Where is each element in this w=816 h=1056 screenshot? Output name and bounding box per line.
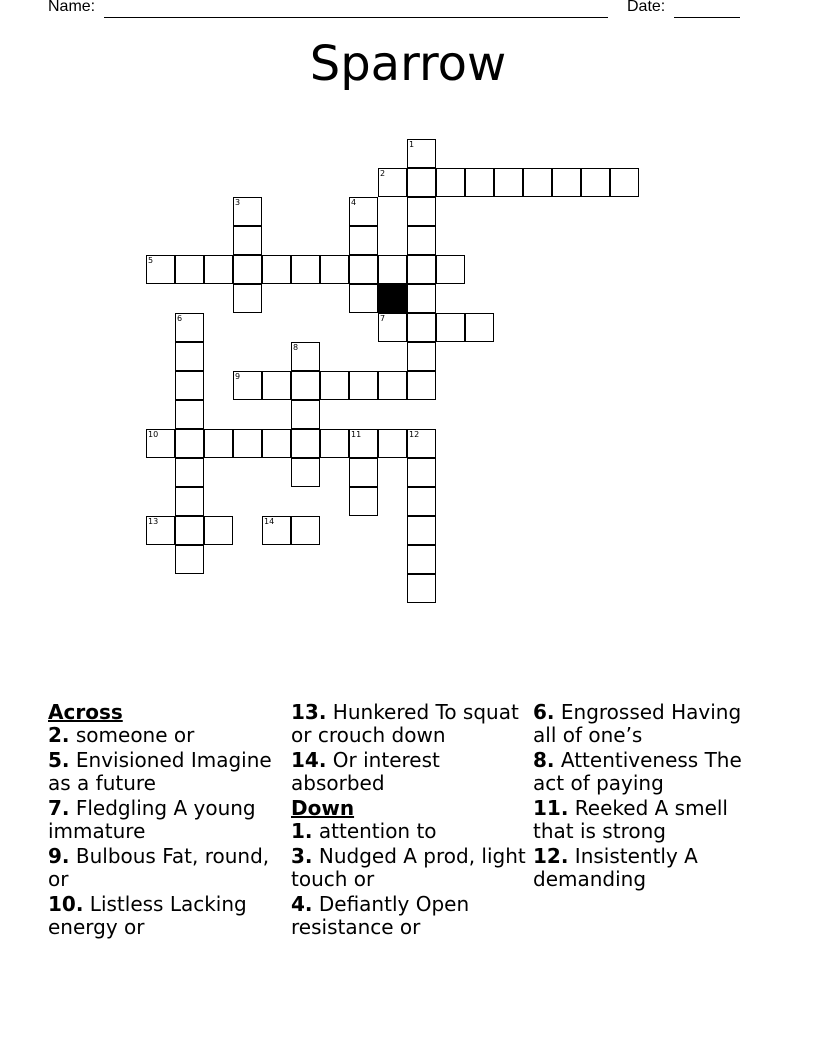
black-cell bbox=[378, 284, 407, 313]
clue-number: 5. bbox=[48, 748, 70, 772]
clue-text: Hunkered To squat or crouch down bbox=[291, 700, 519, 747]
grid-cell[interactable] bbox=[175, 516, 204, 545]
cell-number: 10 bbox=[148, 430, 159, 439]
grid-cell[interactable] bbox=[291, 458, 320, 487]
grid-cell[interactable] bbox=[436, 313, 465, 342]
down-clue bbox=[291, 820, 527, 843]
grid-cell[interactable] bbox=[146, 516, 175, 545]
clue-number: 8. bbox=[533, 748, 555, 772]
clue-number: 6. bbox=[533, 700, 555, 724]
grid-cell[interactable] bbox=[407, 487, 436, 516]
grid-cell[interactable] bbox=[320, 429, 349, 458]
page-title: Sparrow bbox=[309, 36, 507, 92]
grid-cell[interactable] bbox=[291, 400, 320, 429]
grid-cell[interactable] bbox=[175, 545, 204, 574]
down-clue bbox=[533, 749, 769, 795]
cell-number: 7 bbox=[380, 314, 386, 323]
cell-number: 1 bbox=[409, 140, 415, 149]
grid-cell[interactable] bbox=[581, 168, 610, 197]
grid-cell[interactable] bbox=[407, 429, 436, 458]
clue-column-3 bbox=[533, 701, 769, 893]
grid-cell[interactable] bbox=[407, 139, 436, 168]
clue-number: 10. bbox=[48, 892, 84, 916]
grid-cell[interactable] bbox=[378, 255, 407, 284]
grid-cell[interactable] bbox=[349, 429, 378, 458]
grid-cell[interactable] bbox=[175, 429, 204, 458]
grid-cell[interactable] bbox=[407, 342, 436, 371]
clue-text: attention to bbox=[318, 819, 437, 843]
grid-cell[interactable] bbox=[465, 313, 494, 342]
clue-number: 3. bbox=[291, 844, 313, 868]
clue-text: Or interest absorbed bbox=[291, 748, 440, 795]
clue-number: 2. bbox=[48, 723, 70, 747]
clue-text: Bulbous Fat, round, or bbox=[48, 844, 270, 891]
grid-cell[interactable] bbox=[146, 255, 175, 284]
clue-text: someone or bbox=[75, 723, 195, 747]
across-heading: Across bbox=[48, 700, 123, 724]
grid-cell[interactable] bbox=[378, 168, 407, 197]
grid-cell[interactable] bbox=[407, 574, 436, 603]
grid-cell[interactable] bbox=[204, 429, 233, 458]
clue-text: Attentiveness The act of paying bbox=[533, 748, 742, 795]
grid-cell[interactable] bbox=[233, 284, 262, 313]
grid-cell[interactable] bbox=[349, 226, 378, 255]
cell-number: 12 bbox=[409, 430, 420, 439]
grid-cell[interactable] bbox=[349, 197, 378, 226]
grid-cell[interactable] bbox=[378, 371, 407, 400]
cell-number: 11 bbox=[351, 430, 362, 439]
across-clue bbox=[48, 749, 284, 795]
grid-cell[interactable] bbox=[349, 458, 378, 487]
cell-number: 2 bbox=[380, 169, 386, 178]
grid-cell[interactable] bbox=[291, 516, 320, 545]
clue-number: 14. bbox=[291, 748, 327, 772]
across-clue bbox=[48, 893, 284, 939]
grid-cell[interactable] bbox=[436, 168, 465, 197]
across-clue bbox=[48, 845, 284, 891]
clue-text: Defiantly Open resistance or bbox=[291, 892, 470, 939]
clue-number: 4. bbox=[291, 892, 313, 916]
grid-cell[interactable] bbox=[291, 429, 320, 458]
grid-cell[interactable] bbox=[349, 487, 378, 516]
grid-cell[interactable] bbox=[233, 371, 262, 400]
clue-text: Listless Lacking energy or bbox=[48, 892, 247, 939]
cell-number: 4 bbox=[351, 198, 357, 207]
grid-cell[interactable] bbox=[523, 168, 552, 197]
grid-cell[interactable] bbox=[349, 371, 378, 400]
grid-cell[interactable] bbox=[378, 429, 407, 458]
grid-cell[interactable] bbox=[175, 487, 204, 516]
grid-cell[interactable] bbox=[349, 255, 378, 284]
clue-text: Fledgling A young immature bbox=[48, 796, 256, 843]
grid-cell[interactable] bbox=[407, 371, 436, 400]
clue-text: Nudged A prod, light touch or bbox=[291, 844, 526, 891]
grid-cell[interactable] bbox=[349, 284, 378, 313]
grid-cell[interactable] bbox=[407, 313, 436, 342]
grid-cell[interactable] bbox=[262, 429, 291, 458]
grid-cell[interactable] bbox=[407, 284, 436, 313]
grid-cell[interactable] bbox=[262, 371, 291, 400]
grid-cell[interactable] bbox=[291, 255, 320, 284]
cell-number: 8 bbox=[293, 343, 299, 352]
grid-cell[interactable] bbox=[407, 168, 436, 197]
grid-cell[interactable] bbox=[233, 429, 262, 458]
grid-cell[interactable] bbox=[378, 313, 407, 342]
grid-cell[interactable] bbox=[494, 168, 523, 197]
cell-number: 9 bbox=[235, 372, 241, 381]
grid-cell[interactable] bbox=[407, 458, 436, 487]
across-clue bbox=[291, 749, 527, 795]
down-clue bbox=[533, 701, 769, 747]
grid-cell[interactable] bbox=[233, 226, 262, 255]
cell-number: 6 bbox=[177, 314, 183, 323]
grid-cell[interactable] bbox=[320, 255, 349, 284]
grid-cell[interactable] bbox=[291, 371, 320, 400]
cell-number: 5 bbox=[148, 256, 154, 265]
grid-cell[interactable] bbox=[204, 516, 233, 545]
clue-text: Insistently A demanding bbox=[533, 844, 698, 891]
grid-cell[interactable] bbox=[610, 168, 639, 197]
grid-cell[interactable] bbox=[175, 342, 204, 371]
grid-cell[interactable] bbox=[262, 516, 291, 545]
down-clue bbox=[533, 797, 769, 843]
grid-cell[interactable] bbox=[146, 429, 175, 458]
cell-number: 13 bbox=[148, 517, 159, 526]
down-clue bbox=[291, 893, 527, 939]
grid-cell[interactable] bbox=[233, 197, 262, 226]
grid-cell[interactable] bbox=[407, 516, 436, 545]
clue-column-1 bbox=[48, 701, 284, 941]
grid-cell[interactable] bbox=[407, 255, 436, 284]
cell-number: 14 bbox=[264, 517, 275, 526]
clue-text: Engrossed Having all of one’s bbox=[533, 700, 742, 747]
grid-cell[interactable] bbox=[175, 255, 204, 284]
across-clue bbox=[48, 797, 284, 843]
clue-text: Reeked A smell that is strong bbox=[533, 796, 728, 843]
grid-cell[interactable] bbox=[233, 255, 262, 284]
grid-cell[interactable] bbox=[320, 371, 349, 400]
clue-number: 9. bbox=[48, 844, 70, 868]
grid-cell[interactable] bbox=[175, 400, 204, 429]
down-clue bbox=[533, 845, 769, 891]
grid-cell[interactable] bbox=[262, 255, 291, 284]
clue-column-2 bbox=[291, 701, 527, 941]
down-clue bbox=[291, 845, 527, 891]
grid-cell[interactable] bbox=[552, 168, 581, 197]
down-heading: Down bbox=[291, 796, 355, 820]
grid-cell[interactable] bbox=[436, 255, 465, 284]
clue-number: 13. bbox=[291, 700, 327, 724]
grid-cell[interactable] bbox=[175, 458, 204, 487]
clue-number: 7. bbox=[48, 796, 70, 820]
grid-cell[interactable] bbox=[407, 226, 436, 255]
grid-cell[interactable] bbox=[291, 342, 320, 371]
grid-cell[interactable] bbox=[407, 197, 436, 226]
clue-number: 12. bbox=[533, 844, 569, 868]
across-clue bbox=[291, 701, 527, 747]
name-label: Name: bbox=[48, 0, 96, 15]
date-label: Date: bbox=[627, 0, 666, 15]
across-clue bbox=[48, 724, 284, 747]
clue-number: 11. bbox=[533, 796, 569, 820]
grid-cell[interactable] bbox=[407, 545, 436, 574]
grid-cell[interactable] bbox=[204, 255, 233, 284]
clue-text: Envisioned Imagine as a future bbox=[48, 748, 272, 795]
clue-number: 1. bbox=[291, 819, 313, 843]
grid-cell[interactable] bbox=[175, 313, 204, 342]
cell-number: 3 bbox=[235, 198, 241, 207]
grid-cell[interactable] bbox=[465, 168, 494, 197]
grid-cell[interactable] bbox=[175, 371, 204, 400]
